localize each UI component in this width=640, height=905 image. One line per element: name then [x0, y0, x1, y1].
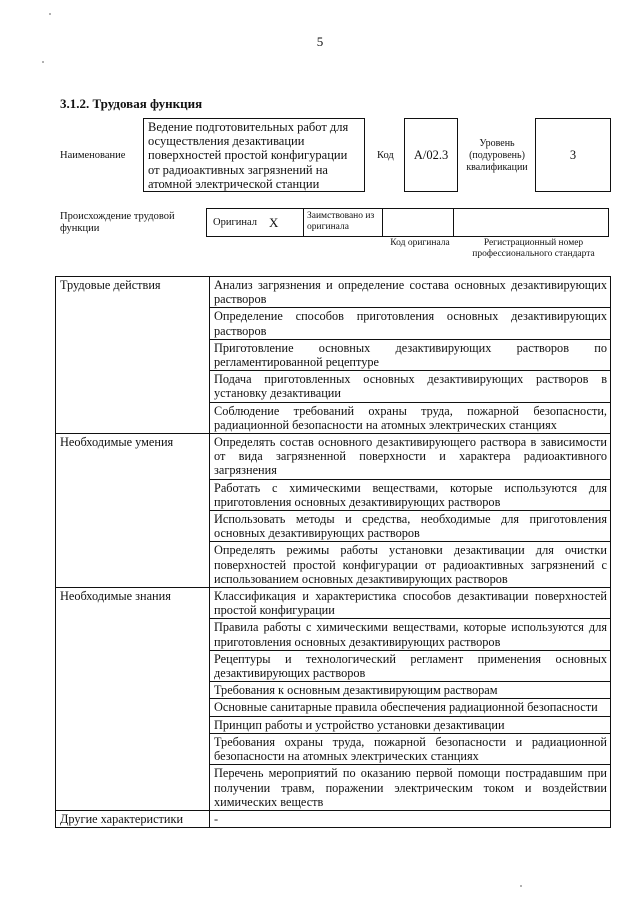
- item-cell: -: [210, 810, 611, 827]
- function-name-box: Ведение подготовительных работ для осуществления дезактивации поверхностей простой конфигурации от радиоактивных загрязнений на атомной электрической станции: [143, 118, 365, 192]
- item-cell: Требования охраны труда, пожарной безопасности и радиационной безопасности на атомных электрических станциях: [210, 733, 611, 764]
- scan-speck: [42, 61, 44, 63]
- item-cell: Работать с химическими веществами, которые используются для приготовления основных дезактивирующих растворов: [210, 479, 611, 510]
- original-cell: [206, 208, 304, 237]
- item-cell: Классификация и характеристика способов дезактивации поверхностей простой конфигурации: [210, 588, 611, 619]
- item-cell: Определять состав основного дезактивирующего раствора в зависимости от вида загрязненной поверхности и характера радиоактивного загрязнения: [210, 434, 611, 480]
- code-original-caption: Код оригинала: [390, 238, 450, 248]
- borrowed-cell: Заимствовано из оригинала: [303, 208, 383, 237]
- item-cell: Определение способов приготовления основных дезактивирующих растворов: [210, 308, 611, 339]
- reg-number-caption: Регистрационный номер профессионального стандарта: [472, 238, 595, 259]
- level-label: Уровень (подуровень) квалификации: [466, 138, 528, 173]
- table-row: [56, 588, 611, 619]
- category-cell: Необходимые знания: [56, 588, 210, 811]
- origin-row: [207, 208, 611, 237]
- section-title: 3.1.2. Трудовая функция: [60, 96, 203, 111]
- item-cell: Соблюдение требований охраны труда, пожарной безопасности, радиационной безопасности на атомных электрических станциях: [210, 402, 611, 433]
- level-value-box: 3: [535, 118, 611, 192]
- category-cell: Трудовые действия: [56, 277, 210, 434]
- reg-number-cell: [453, 208, 609, 237]
- page-number: 5: [316, 34, 324, 49]
- item-cell: Основные санитарные правила обеспечения радиационной безопасности: [210, 699, 611, 716]
- item-cell: Перечень мероприятий по оказанию первой помощи пострадавшим при получении травм, поражении электрическим током и воздействии химических веществ: [210, 765, 611, 811]
- item-cell: Принцип работы и устройство установки дезактивации: [210, 716, 611, 733]
- function-details-table: [55, 276, 611, 828]
- code-value-box: А/02.3: [404, 118, 458, 192]
- scan-speck: [49, 13, 51, 15]
- item-cell: Правила работы с химическими веществами, которые используются для приготовления основных дезактивирующих растворов: [210, 619, 611, 650]
- item-cell: Рецептуры и технологический регламент применения основных дезактивирующих растворов: [210, 650, 611, 681]
- code-original-cell: [382, 208, 454, 237]
- code-label: Код: [377, 150, 394, 161]
- table-body: [56, 277, 611, 828]
- item-cell: Требования к основным дезактивирующим растворам: [210, 682, 611, 699]
- item-cell: Определять режимы работы установки дезактивации для очистки поверхностей простой конфигурации от радиоактивных загрязнений с использованием основных дезактивирующих растворов: [210, 542, 611, 588]
- original-mark: X: [269, 214, 279, 230]
- origin-label: Происхождение трудовой функции: [60, 211, 175, 234]
- table-row: [56, 434, 611, 480]
- table-row: [56, 810, 611, 827]
- category-cell: Необходимые умения: [56, 434, 210, 588]
- item-cell: Анализ загрязнения и определение состава основных дезактивирующих растворов: [210, 277, 611, 308]
- table-row: [56, 277, 611, 308]
- scan-speck: [520, 885, 522, 887]
- category-cell: Другие характеристики: [56, 810, 210, 827]
- original-label: Оригинал: [213, 217, 257, 228]
- name-label: Наименование: [60, 150, 126, 161]
- item-cell: Подача приготовленных основных дезактивирующих растворов в установку дезактивации: [210, 371, 611, 402]
- item-cell: Приготовление основных дезактивирующих растворов по регламентированной рецептуре: [210, 339, 611, 370]
- item-cell: Использовать методы и средства, необходимые для приготовления основных дезактивирующих растворов: [210, 511, 611, 542]
